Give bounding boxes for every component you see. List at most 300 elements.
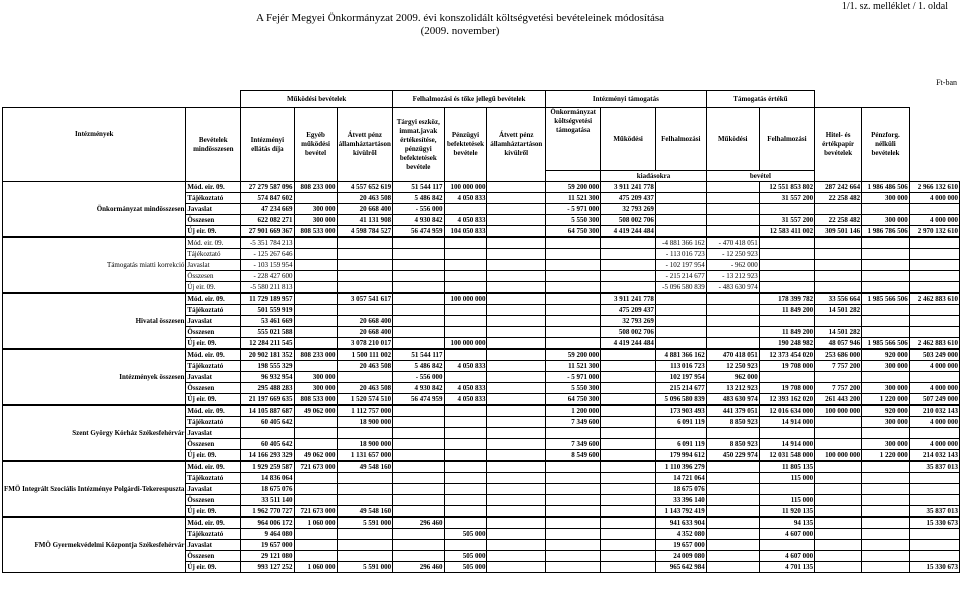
value-cell (444, 473, 487, 484)
value-cell (706, 495, 759, 506)
value-cell: 53 461 669 (241, 316, 294, 327)
value-cell (601, 417, 656, 428)
value-cell (487, 383, 546, 394)
value-cell: 179 994 612 (655, 450, 706, 462)
value-cell: 20 463 508 (337, 361, 393, 372)
value-cell: - 556 000 (393, 372, 444, 383)
value-cell (862, 484, 910, 495)
value-cell: 51 544 117 (393, 349, 444, 361)
value-cell (487, 506, 546, 518)
value-cell: 6 091 119 (655, 417, 706, 428)
value-cell (444, 237, 487, 249)
value-cell (909, 473, 959, 484)
value-cell (815, 529, 862, 540)
value-cell: 11 521 300 (546, 361, 601, 372)
value-cell: 300 000 (862, 383, 910, 394)
value-cell (393, 260, 444, 271)
value-cell: 20 668 400 (337, 316, 393, 327)
value-cell (337, 540, 393, 551)
value-cell: 5 550 300 (546, 383, 601, 394)
value-cell (487, 282, 546, 294)
value-cell: 14 914 000 (759, 417, 814, 428)
value-cell: 4 050 833 (444, 394, 487, 406)
section-name: Önkormányzat mindösszesen (3, 182, 186, 238)
table-row (3, 517, 960, 529)
value-cell (909, 305, 959, 316)
value-cell (294, 439, 337, 450)
value-cell (706, 338, 759, 350)
value-cell (444, 405, 487, 417)
value-cell (393, 506, 444, 518)
value-cell (487, 349, 546, 361)
value-cell (601, 473, 656, 484)
value-cell (601, 405, 656, 417)
value-cell (393, 461, 444, 473)
value-cell (601, 282, 656, 294)
row-label: Mód. eir. 09. (186, 182, 241, 193)
value-cell: 2 970 132 610 (909, 226, 959, 238)
value-cell: 96 932 954 (241, 372, 294, 383)
value-cell (601, 361, 656, 372)
row-label: Tájékoztató (186, 417, 241, 428)
value-cell (546, 316, 601, 327)
value-cell (815, 282, 862, 294)
value-cell (601, 439, 656, 450)
value-cell: - 103 159 954 (241, 260, 294, 271)
value-cell: 920 000 (862, 349, 910, 361)
value-cell: 100 000 000 (444, 182, 487, 193)
row-label: Új eir. 09. (186, 394, 241, 406)
value-cell: 4 930 842 (393, 383, 444, 394)
value-cell: 14 166 293 329 (241, 450, 294, 462)
value-cell: 12 551 853 802 (759, 182, 814, 193)
value-cell: 1 200 000 (546, 405, 601, 417)
value-cell: 5 096 580 839 (655, 394, 706, 406)
value-cell: 965 642 984 (655, 562, 706, 573)
value-cell (487, 361, 546, 372)
value-cell (601, 372, 656, 383)
value-cell (487, 226, 546, 238)
value-cell (444, 260, 487, 271)
value-cell (706, 506, 759, 518)
value-cell (759, 316, 814, 327)
value-cell: 15 330 673 (909, 517, 959, 529)
value-cell (815, 540, 862, 551)
value-cell (393, 484, 444, 495)
value-cell: 56 474 959 (393, 226, 444, 238)
value-cell (487, 327, 546, 338)
value-cell: 31 557 200 (759, 193, 814, 204)
value-cell (862, 305, 910, 316)
value-cell (601, 461, 656, 473)
value-cell: 8 850 923 (706, 417, 759, 428)
value-cell (862, 540, 910, 551)
value-cell: 47 234 669 (241, 204, 294, 215)
value-cell (909, 529, 959, 540)
value-cell (444, 249, 487, 260)
value-cell (337, 484, 393, 495)
value-cell: 12 250 923 (706, 361, 759, 372)
value-cell: 214 032 143 (909, 450, 959, 462)
value-cell: 808 233 000 (294, 182, 337, 193)
value-cell: 1 112 757 000 (337, 405, 393, 417)
value-cell (862, 529, 910, 540)
value-cell: - 228 427 600 (241, 271, 294, 282)
row-label: Javaslat (186, 540, 241, 551)
value-cell: 2 462 883 610 (909, 338, 959, 350)
value-cell (393, 428, 444, 439)
value-cell: 8 549 600 (546, 450, 601, 462)
value-cell (815, 237, 862, 249)
value-cell (444, 204, 487, 215)
value-cell: - 470 418 051 (706, 237, 759, 249)
value-cell (487, 562, 546, 573)
value-cell (444, 506, 487, 518)
value-cell (601, 551, 656, 562)
value-cell (909, 551, 959, 562)
col-m2: Működési (706, 108, 759, 171)
value-cell (487, 372, 546, 383)
value-cell: 64 750 300 (546, 226, 601, 238)
value-cell: 6 091 119 (655, 439, 706, 450)
value-cell (815, 484, 862, 495)
value-cell (706, 484, 759, 495)
value-cell: 1 110 396 279 (655, 461, 706, 473)
value-cell: - 5 971 000 (546, 204, 601, 215)
value-cell (862, 495, 910, 506)
value-cell: 49 062 000 (294, 450, 337, 462)
value-cell: -5 351 784 213 (241, 237, 294, 249)
value-cell: 503 249 000 (909, 349, 959, 361)
value-cell (706, 182, 759, 193)
value-cell: 300 000 (862, 361, 910, 372)
value-cell (546, 461, 601, 473)
value-cell: 300 000 (294, 383, 337, 394)
value-cell (337, 372, 393, 383)
value-cell: 3 057 541 617 (337, 293, 393, 305)
revenue-table (2, 90, 960, 573)
value-cell: 18 900 000 (337, 439, 393, 450)
value-cell: 4 000 000 (909, 417, 959, 428)
value-cell: 12 393 162 020 (759, 394, 814, 406)
value-cell (655, 226, 706, 238)
value-cell: 1 060 000 (294, 517, 337, 529)
value-cell: 622 082 271 (241, 215, 294, 226)
value-cell: 32 793 269 (601, 316, 656, 327)
value-cell (487, 316, 546, 327)
value-cell: 261 443 200 (815, 394, 862, 406)
value-cell: 1 986 486 506 (862, 182, 910, 193)
value-cell (546, 484, 601, 495)
value-cell: 35 837 013 (909, 461, 959, 473)
row-label: Javaslat (186, 260, 241, 271)
col-onk: Önkormányzat költségvetési támogatása (546, 108, 601, 171)
value-cell: 2 966 132 610 (909, 182, 959, 193)
value-cell: 721 673 000 (294, 461, 337, 473)
value-cell: 19 657 000 (241, 540, 294, 551)
value-cell (444, 450, 487, 462)
value-cell (337, 237, 393, 249)
value-cell (487, 540, 546, 551)
value-cell (706, 215, 759, 226)
value-cell: 20 463 508 (337, 383, 393, 394)
value-cell: 12 373 454 020 (759, 349, 814, 361)
value-cell: 1 962 770 727 (241, 506, 294, 518)
value-cell: 8 850 923 (706, 439, 759, 450)
value-cell: 4 607 000 (759, 529, 814, 540)
value-cell (601, 428, 656, 439)
value-cell (294, 193, 337, 204)
value-cell (546, 517, 601, 529)
value-cell (294, 316, 337, 327)
value-cell: 9 464 080 (241, 529, 294, 540)
value-cell: 14 721 064 (655, 473, 706, 484)
value-cell (655, 305, 706, 316)
value-cell (909, 260, 959, 271)
value-cell (862, 249, 910, 260)
value-cell: 49 548 160 (337, 461, 393, 473)
value-cell: 18 900 000 (337, 417, 393, 428)
value-cell: 4 557 652 619 (337, 182, 393, 193)
value-cell: 11 849 200 (759, 327, 814, 338)
value-cell (909, 327, 959, 338)
value-cell (444, 282, 487, 294)
value-cell (294, 338, 337, 350)
value-cell: 309 501 146 (815, 226, 862, 238)
value-cell (294, 237, 337, 249)
value-cell: 51 544 117 (393, 182, 444, 193)
value-cell (546, 338, 601, 350)
value-cell: 4 598 784 527 (337, 226, 393, 238)
value-cell (337, 428, 393, 439)
value-cell (909, 271, 959, 282)
value-cell (601, 237, 656, 249)
value-cell (601, 260, 656, 271)
value-cell (487, 305, 546, 316)
value-cell (294, 417, 337, 428)
value-cell (294, 428, 337, 439)
value-cell: 59 200 000 (546, 182, 601, 193)
value-cell: 14 914 000 (759, 439, 814, 450)
value-cell: 920 000 (862, 405, 910, 417)
value-cell: 49 062 000 (294, 405, 337, 417)
value-cell: 5 591 000 (337, 517, 393, 529)
value-cell (444, 461, 487, 473)
value-cell (706, 428, 759, 439)
value-cell: - 215 214 677 (655, 271, 706, 282)
value-cell: 441 379 051 (706, 405, 759, 417)
value-cell (909, 372, 959, 383)
col-atvett2: Átvett pénz államháztartáson kívülről (487, 108, 546, 182)
value-cell (487, 473, 546, 484)
value-cell (601, 540, 656, 551)
row-label: Mód. eir. 09. (186, 293, 241, 305)
value-cell (706, 327, 759, 338)
value-cell: 4 607 000 (759, 551, 814, 562)
value-cell: 49 548 160 (337, 506, 393, 518)
value-cell: 505 000 (444, 529, 487, 540)
value-cell (393, 282, 444, 294)
value-cell (487, 237, 546, 249)
value-cell (862, 506, 910, 518)
row-label: Tájékoztató (186, 305, 241, 316)
value-cell (487, 271, 546, 282)
row-label: Javaslat (186, 316, 241, 327)
value-cell (815, 249, 862, 260)
value-cell: 215 214 677 (655, 383, 706, 394)
page-reference: 1/1. sz. melléklet / 1. oldal (841, 1, 948, 12)
value-cell (909, 237, 959, 249)
value-cell: 300 000 (294, 215, 337, 226)
value-cell (487, 249, 546, 260)
value-cell: 1 220 000 (862, 450, 910, 462)
value-cell: 1 500 111 002 (337, 349, 393, 361)
value-cell: - 113 016 723 (655, 249, 706, 260)
value-cell (487, 428, 546, 439)
col-penzugyi: Pénzügyi befektetések bevétele (444, 108, 487, 182)
value-cell: 60 405 642 (241, 439, 294, 450)
value-cell (706, 562, 759, 573)
value-cell: 808 533 000 (294, 394, 337, 406)
value-cell (815, 316, 862, 327)
value-cell: 300 000 (294, 204, 337, 215)
value-cell: 12 583 411 002 (759, 226, 814, 238)
row-label: Javaslat (186, 372, 241, 383)
value-cell (294, 260, 337, 271)
value-cell: 5 591 000 (337, 562, 393, 573)
group-mukodesi: Működési bevételek (241, 91, 393, 108)
value-cell: 1 131 657 000 (337, 450, 393, 462)
value-cell: -4 881 366 162 (655, 237, 706, 249)
value-cell (444, 372, 487, 383)
value-cell (815, 439, 862, 450)
value-cell: 33 511 140 (241, 495, 294, 506)
value-cell (444, 305, 487, 316)
value-cell: 1 220 000 (862, 394, 910, 406)
value-cell (294, 529, 337, 540)
value-cell: 296 460 (393, 562, 444, 573)
value-cell (337, 305, 393, 316)
value-cell: 574 847 602 (241, 193, 294, 204)
value-cell (393, 305, 444, 316)
table-row (3, 293, 960, 305)
value-cell (337, 271, 393, 282)
value-cell (862, 327, 910, 338)
value-cell: 483 630 974 (706, 394, 759, 406)
value-cell (706, 316, 759, 327)
value-cell (601, 495, 656, 506)
value-cell: 4 050 833 (444, 361, 487, 372)
value-cell (546, 529, 601, 540)
value-cell (294, 293, 337, 305)
value-cell (655, 182, 706, 193)
value-cell (393, 495, 444, 506)
value-cell (759, 540, 814, 551)
value-cell (294, 282, 337, 294)
value-cell: 4 419 244 484 (601, 226, 656, 238)
value-cell: 33 396 140 (655, 495, 706, 506)
value-cell (393, 551, 444, 562)
unit-label: Ft-ban (936, 78, 957, 87)
value-cell: 100 000 000 (444, 338, 487, 350)
value-cell: 4 000 000 (909, 383, 959, 394)
value-cell: -5 580 211 813 (241, 282, 294, 294)
value-cell (487, 260, 546, 271)
row-label: Mód. eir. 09. (186, 237, 241, 249)
value-cell: - 12 250 923 (706, 249, 759, 260)
row-label: Tájékoztató (186, 473, 241, 484)
value-cell (393, 529, 444, 540)
value-cell (706, 551, 759, 562)
value-cell: 48 057 946 (815, 338, 862, 350)
value-cell (706, 517, 759, 529)
value-cell (294, 495, 337, 506)
col-penzforg: Pénzforg. nélküli bevételek (862, 108, 910, 182)
value-cell (862, 461, 910, 473)
value-cell: 1 060 000 (294, 562, 337, 573)
col-intezmenyek: Intézmények (3, 108, 186, 182)
row-label: Új eir. 09. (186, 562, 241, 573)
value-cell: 4 050 833 (444, 215, 487, 226)
value-cell: 14 105 887 687 (241, 405, 294, 417)
value-cell (706, 293, 759, 305)
value-cell (546, 293, 601, 305)
value-cell: 300 000 (294, 372, 337, 383)
value-cell (546, 506, 601, 518)
value-cell (655, 204, 706, 215)
group-felhalmozasi: Felhalmozási és tőke jellegű bevételek (393, 91, 546, 108)
value-cell (546, 495, 601, 506)
col-f2: Felhalmozási (759, 108, 814, 171)
value-cell (393, 316, 444, 327)
value-cell: 210 032 143 (909, 405, 959, 417)
value-cell: 104 050 833 (444, 226, 487, 238)
col-bevetelek: Bevételek mindösszesen (186, 108, 241, 182)
value-cell: 508 002 706 (601, 327, 656, 338)
section-name: Hivatal összesen (3, 293, 186, 349)
value-cell: 962 000 (706, 372, 759, 383)
value-cell (862, 517, 910, 529)
value-cell (815, 495, 862, 506)
value-cell (862, 204, 910, 215)
value-cell: 4 050 833 (444, 383, 487, 394)
value-cell (909, 204, 959, 215)
value-cell (487, 405, 546, 417)
value-cell: 253 686 000 (815, 349, 862, 361)
value-cell (337, 495, 393, 506)
value-cell (862, 282, 910, 294)
value-cell: 1 520 574 510 (337, 394, 393, 406)
value-cell (487, 204, 546, 215)
value-cell: 18 675 076 (655, 484, 706, 495)
value-cell: 27 279 587 096 (241, 182, 294, 193)
value-cell: 35 837 013 (909, 506, 959, 518)
value-cell (546, 260, 601, 271)
value-cell (862, 562, 910, 573)
value-cell: 12 016 634 000 (759, 405, 814, 417)
value-cell (444, 540, 487, 551)
value-cell (546, 473, 601, 484)
value-cell (601, 349, 656, 361)
value-cell: 102 197 954 (655, 372, 706, 383)
value-cell: 287 242 664 (815, 182, 862, 193)
value-cell (294, 327, 337, 338)
value-cell (862, 428, 910, 439)
value-cell: 505 000 (444, 551, 487, 562)
value-cell (759, 204, 814, 215)
value-cell (909, 282, 959, 294)
value-cell (909, 428, 959, 439)
